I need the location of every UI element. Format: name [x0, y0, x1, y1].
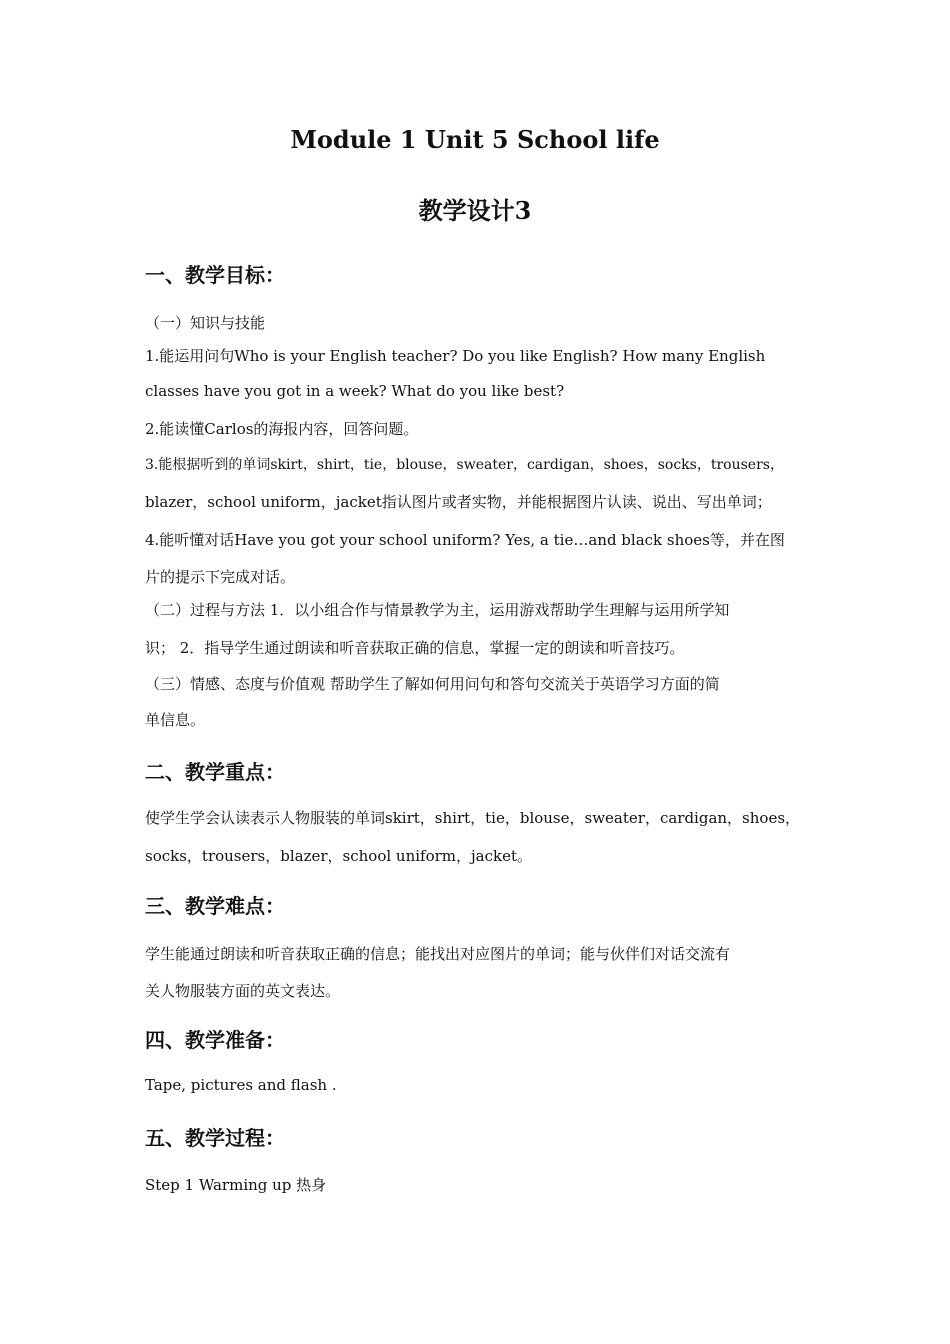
paragraph-line: 3.能根据听到的单词skirt，shirt，tie，blouse，sweater，cardigan，shoes，socks，trousers，	[145, 457, 784, 473]
paragraph-line: Step 1 Warming up 热身	[145, 1176, 327, 1194]
section-heading-process: 五、教学过程：	[145, 1126, 285, 1150]
paragraph-line: classes have you got in a week? What do you like best?	[145, 382, 565, 400]
document-title: Module 1 Unit 5 School life	[290, 125, 660, 154]
paragraph-line: blazer，school uniform，jacket指认图片或者实物，并能根据图片认读、说出、写出单词；	[145, 493, 772, 511]
paragraph-line: 学生能通过朗读和听音获取正确的信息；能找出对应图片的单词；能与伙伴们对话交流有	[145, 945, 731, 963]
paragraph-line: （三）情感、态度与价值观 帮助学生了解如何用问句和答句交流关于英语学习方面的简	[145, 675, 720, 693]
section-heading-objectives: 一、教学目标：	[145, 263, 285, 287]
paragraph-line: 2.能读懂Carlos的海报内容，回答问题。	[145, 420, 419, 438]
paragraph-line: 1.能运用问句Who is your English teacher? Do you like English? How many English	[145, 347, 766, 365]
document-subtitle: 教学设计3	[418, 196, 532, 225]
paragraph-line: 片的提示下完成对话。	[145, 568, 296, 586]
section-heading-preparation: 四、教学准备：	[145, 1028, 285, 1052]
paragraph-line: （一）知识与技能	[145, 314, 266, 332]
paragraph-line: Tape, pictures and flash .	[145, 1076, 337, 1094]
section-heading-key-points: 二、教学重点：	[145, 760, 285, 784]
paragraph-line: 关人物服装方面的英文表达。	[145, 982, 341, 1000]
paragraph-line: 识； 2．指导学生通过朗读和听音获取正确的信息，掌握一定的朗读和听音技巧。	[145, 639, 685, 657]
section-heading-difficulties: 三、教学难点：	[145, 894, 285, 918]
paragraph-line: 4.能听懂对话Have you got your school uniform? Yes, a tie…and black shoes等，并在图	[145, 531, 785, 549]
paragraph-line: 单信息。	[145, 711, 206, 729]
paragraph-line: 使学生学会认读表示人物服装的单词skirt，shirt，tie，blouse，sweater，cardigan，shoes，	[145, 809, 801, 827]
paragraph-line: （二）过程与方法 1．以小组合作与情景教学为主，运用游戏帮助学生理解与运用所学知	[145, 601, 730, 619]
paragraph-line: socks，trousers，blazer，school uniform，jacket。	[145, 847, 533, 865]
